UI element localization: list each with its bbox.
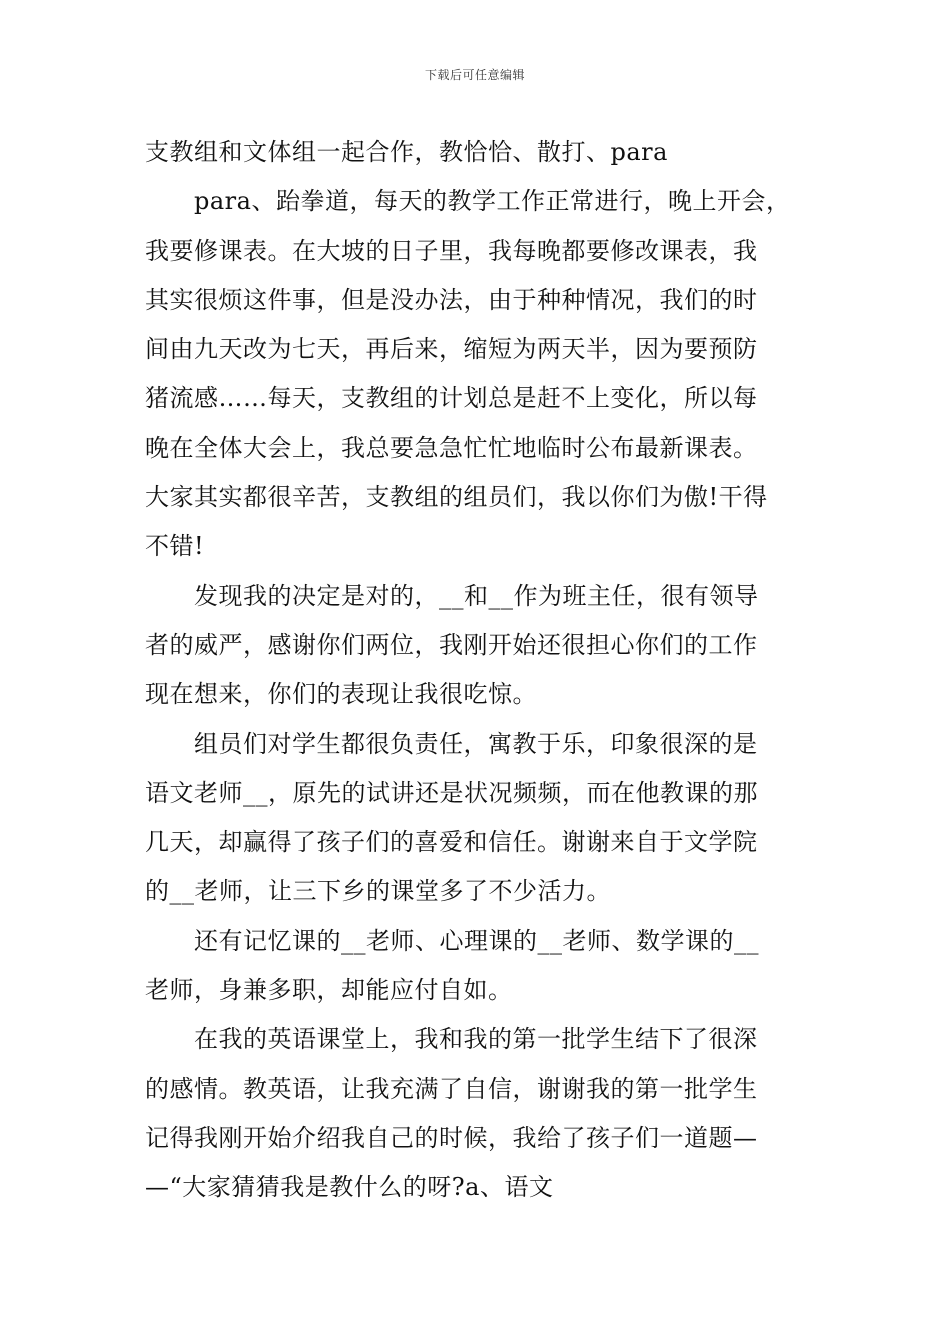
text-line: 猪流感……每天，支教组的计划总是赶不上变化，所以每	[145, 384, 758, 413]
page-header: 下载后可任意编辑	[424, 68, 525, 82]
text-line: 的__老师，让三下乡的课堂多了不少活力。	[145, 877, 611, 906]
text-line: —“大家猜猜我是教什么的呀?a、语文	[145, 1173, 554, 1202]
text-line: 现在想来，你们的表现让我很吃惊。	[145, 680, 537, 709]
text-line: 间由九天改为七天，再后来，缩短为两天半，因为要预防	[145, 335, 758, 364]
text-line: 组员们对学生都很负责任，寓教于乐，印象很深的是	[194, 729, 758, 758]
text-line: 记得我刚开始介绍我自己的时候，我给了孩子们一道题—	[145, 1123, 758, 1152]
text-line: 我要修课表。在大坡的日子里，我每晚都要修改课表，我	[145, 236, 758, 265]
body-text	[145, 128, 825, 1213]
text-line: 在我的英语课堂上，我和我的第一批学生结下了很深	[194, 1025, 758, 1054]
text-line: 语文老师__，原先的试讲还是状况频频，而在他教课的那	[145, 778, 758, 807]
text-line: 大家其实都很辛苦，支教组的组员们，我以你们为傲!干得	[145, 483, 768, 512]
text-line: 晚在全体大会上，我总要急急忙忙地临时公布最新课表。	[145, 433, 758, 462]
text-line: 不错!	[145, 532, 205, 561]
text-line: para、跆拳道，每天的教学工作正常进行，晚上开会，	[194, 187, 791, 216]
text-line: 还有记忆课的__老师、心理课的__老师、数学课的__	[194, 926, 759, 955]
text-line: 发现我的决定是对的，__和__作为班主任，很有领导	[194, 581, 759, 610]
text-line: 者的威严，感谢你们两位，我刚开始还很担心你们的工作	[145, 630, 758, 659]
text-line: 其实很烦这件事，但是没办法，由于种种情况，我们的时	[145, 285, 758, 314]
text-line: 老师，身兼多职，却能应付自如。	[145, 976, 513, 1005]
text-line: 支教组和文体组一起合作，教恰恰、散打、para	[145, 138, 668, 166]
text-line: 的感情。教英语，让我充满了自信，谢谢我的第一批学生	[145, 1074, 758, 1103]
text-line: 几天，却赢得了孩子们的喜爱和信任。谢谢来自于文学院	[145, 828, 758, 857]
